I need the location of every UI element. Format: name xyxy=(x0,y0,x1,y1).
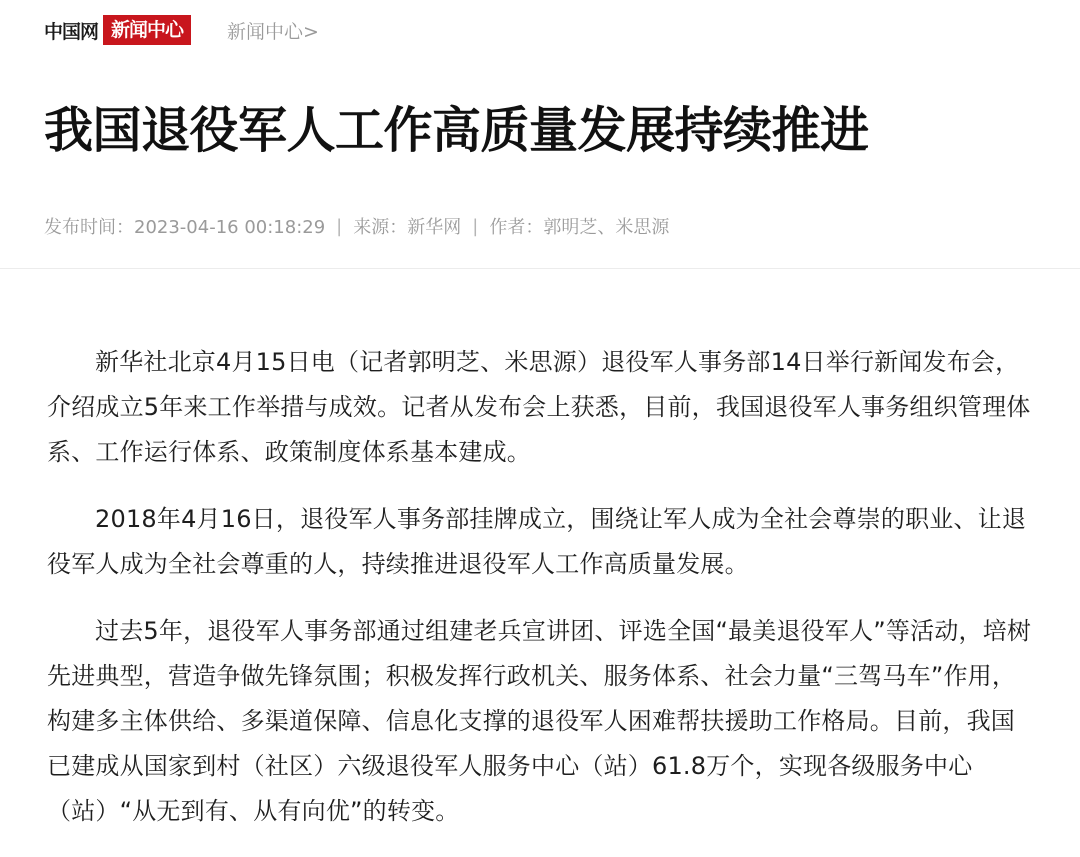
article-source: 来源：新华网 xyxy=(353,217,462,238)
article-author: 作者：郭明芝、米思源 xyxy=(489,217,670,238)
article-body xyxy=(47,340,1037,856)
article-paragraph: 过去5年，退役军人事务部通过组建老兵宣讲团、评选全国“最美退役军人”等活动，培树先进典型，营造争做先锋氛围；积极发挥行政机关、服务体系、社会力量“三驾马车”作用，构建多主体供给、多渠道保障、信息化支撑的退役军人困难帮扶援助工作格局。目前，我国已建成从国家到村（社区）六级退役军人服务中心（站）61.8万个，实现各级服务中心（站）“从无到有、从有向优”的转变。 xyxy=(47,617,1032,825)
article-title: 我国退役军人工作高质量发展持续推进 xyxy=(44,102,869,159)
breadcrumb-news-center[interactable]: 新闻中心> xyxy=(227,20,319,43)
meta-separator: | xyxy=(472,215,479,237)
meta-separator: | xyxy=(336,215,343,237)
publish-time: 发布时间：2023-04-16 00:18:29 xyxy=(44,217,326,238)
header-divider xyxy=(0,268,1080,269)
article-meta xyxy=(44,213,669,239)
article-paragraph: 新华社北京4月15日电（记者郭明芝、米思源）退役军人事务部14日举行新闻发布会，介绍成立5年来工作举措与成效。记者从发布会上获悉，目前，我国退役军人事务组织管理体系、工作运行体系、政策制度体系基本建成。 xyxy=(47,348,1031,466)
channel-logo[interactable]: 新闻中心 xyxy=(103,15,191,45)
article-paragraph: 2018年4月16日，退役军人事务部挂牌成立，围绕让军人成为全社会尊崇的职业、让退役军人成为全社会尊重的人，持续推进退役军人工作高质量发展。 xyxy=(47,505,1027,578)
site-header xyxy=(44,14,319,46)
site-logo[interactable]: 中国网 xyxy=(44,20,99,43)
